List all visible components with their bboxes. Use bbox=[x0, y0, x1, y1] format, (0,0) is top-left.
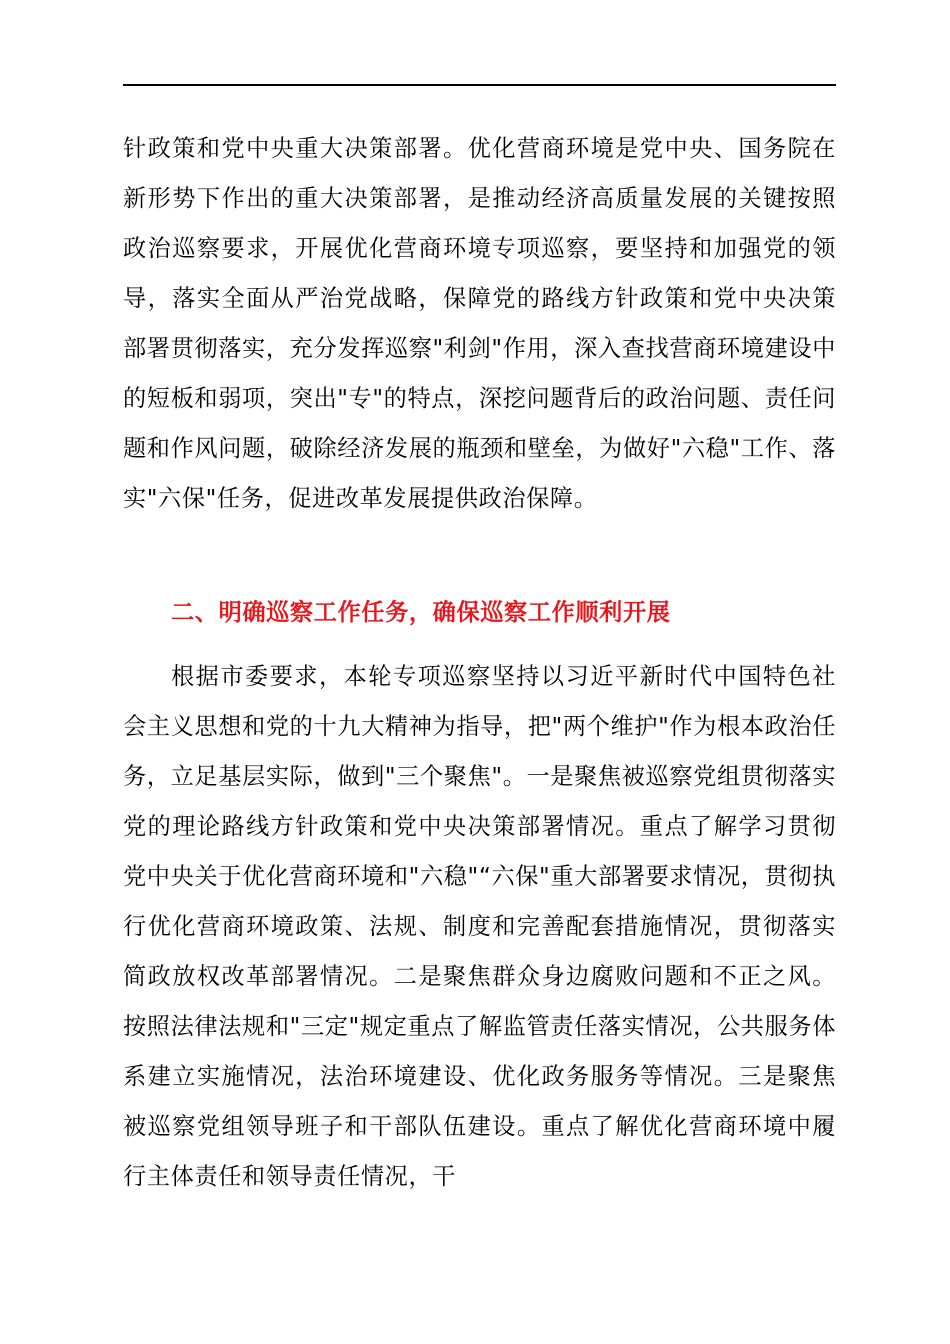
section-heading: 二、明确巡察工作任务，确保巡察工作顺利开展 bbox=[171, 599, 671, 626]
header-rule bbox=[123, 84, 836, 86]
body-paragraph-2: 根据市委要求，本轮专项巡察坚持以习近平新时代中国特色社会主义思想和党的十九大精神为指导，把"两个维护"作为根本政治任务，立足基层实际，做到"三个聚焦"。一是聚焦被巡察党组贯彻落实党的理论路线方针政策和党中央决策部署情况。重点了解学习贯彻党中央关于优化营商环境和"六稳"“六保"重大部署要求情况，贯彻执行优化营商环境政策、法规、制度和完善配套措施情况，贯彻落实简政放权改革部署情况。二是聚焦群众身边腐败问题和不正之风。按照法律法规和"三定"规定重点了解监管责任落实情况，公共服务体系建立实施情况，法治环境建设、优化政务服务等情况。三是聚焦被巡察党组领导班子和干部队伍建设。重点了解优化营商环境中履行主体责任和领导责任情况，干 bbox=[123, 663, 836, 1190]
body-paragraph-1: 针政策和党中央重大决策部署。优化营商环境是党中央、国务院在新形势下作出的重大决策部署，是推动经济高质量发展的关键按照政治巡察要求，开展优化营商环境专项巡察，要坚持和加强党的领导，落实全面从严治党战略，保障党的路线方针政策和党中央决策部署贯彻落实，充分发挥巡察"利剑"作用，深入查找营商环境建设中的短板和弱项，突出"专"的特点，深挖问题背后的政治问题、责任问题和作风问题，破除经济发展的瓶颈和壁垒，为做好"六稳"工作、落实"六保"任务，促进改革发展提供政治保障。 bbox=[123, 135, 836, 512]
